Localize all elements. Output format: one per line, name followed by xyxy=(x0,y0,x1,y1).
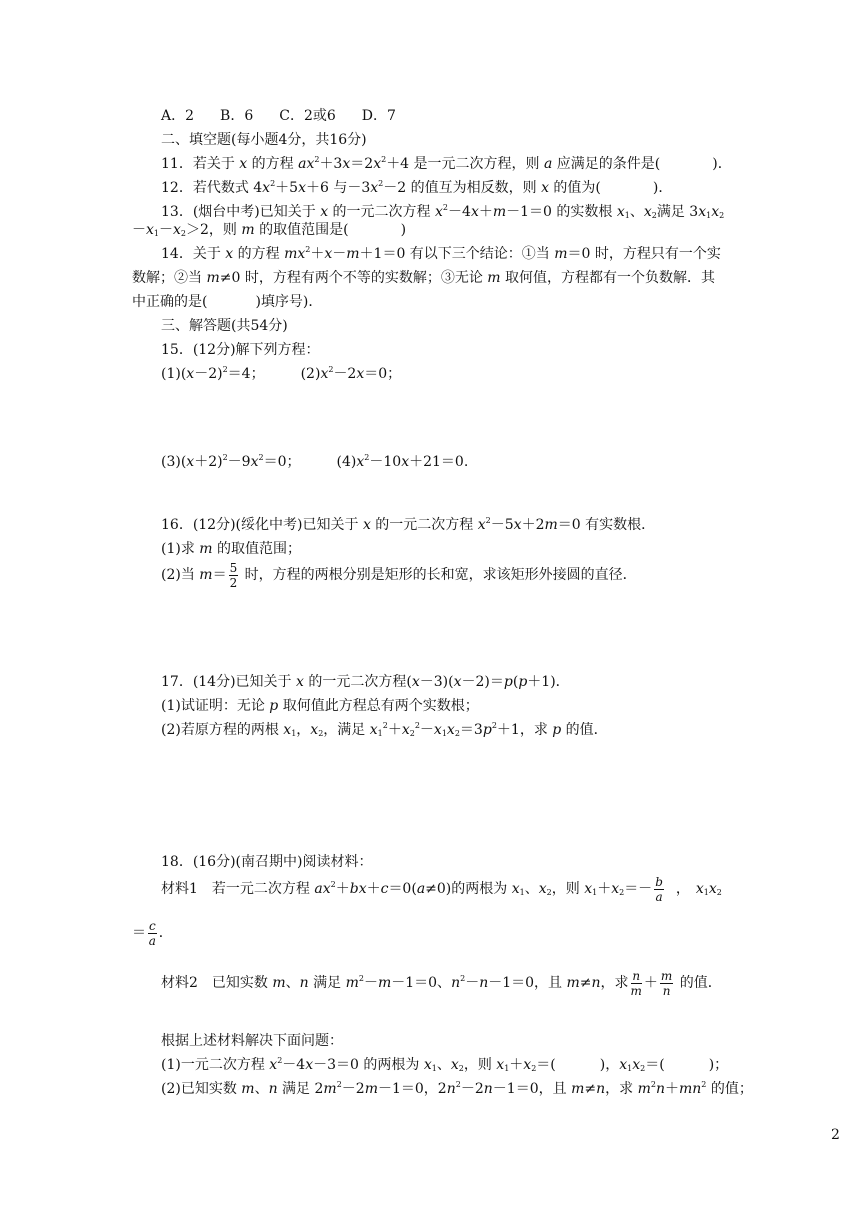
question-14-cont: 数解；②当 m≠0 时，方程有两个不等的实数解；③无论 m 取何值，方程都有一个负数解．其 xyxy=(132,270,716,286)
option-c: C．2或6 xyxy=(279,108,336,124)
fraction-b-over-a: $\frac{b}{a}$ xyxy=(655,874,663,904)
material-2: 材料2 已知实数 m、n 满足 $m^2-m-1=0$、$n^2-n-1=0$，且 m≠n，求 $\frac{n}{m}$ ＋ $\frac{m}{n}$ 的值． xyxy=(161,968,722,998)
option-d: D．7 xyxy=(361,108,396,124)
question-17: 17．(14分)已知关于 x 的一元二次方程(x－3)(x－2)＝p(p＋1)． xyxy=(161,674,570,690)
q10-options xyxy=(161,107,396,125)
question-17-part-2: (2)若原方程的两根 $x_1$，$x_2$，满足 $x_1^2+x_2^2-x_1x_2=3p^2+1$，求 p 的值． xyxy=(161,721,608,738)
question-13: 13．(烟台中考)已知关于 x 的一元二次方程 $x^2-4x+m-1=0$ 的实数根 $x_1$、$x_2$满足 $3x_1x_2$ xyxy=(161,203,725,220)
section2-title: 二、填空题(每小题4分，共16分) xyxy=(161,132,367,148)
fraction-n-over-m: $\frac{n}{m}$ xyxy=(630,968,642,998)
question-15-title: 15．(12分)解下列方程： xyxy=(161,342,320,358)
fraction: $\frac{5}{2}$ xyxy=(229,560,238,590)
fraction-c-over-a: $\frac{c}{a}$ xyxy=(148,918,156,948)
material-1-cont: ＝ $\frac{c}{a}$ ． xyxy=(132,918,173,948)
question-12: 12．若代数式 $4x^2+5x+6$ 与$-3x^2-2$ 的值互为相反数，则 x 的值为( )． xyxy=(161,179,673,196)
question-16-part-1: (1)求 m 的取值范围； xyxy=(161,541,302,557)
page-number: 2 xyxy=(831,1127,840,1143)
material-1: 材料1 若一元二次方程 $ax^2+bx+c=0(a\ne 0)$的两根为 $x_1$、$x_2$，则 $x_1+x_2=-$ $\frac{b}{a}$ ， $x_1x_2$ xyxy=(161,874,722,904)
question-11: 11．若关于 x 的方程 $ax^2+3x=2x^2+4$ 是一元二次方程，则 a 应满足的条件是( )． xyxy=(161,155,732,172)
question-18-part-2: (2)已知实数 m、n 满足 $2m^2-2m-1=0$，$2n^2-2n-1=0$，且 m≠n，求 $m^2n+mn^2$ 的值； xyxy=(161,1080,753,1097)
option-b: B．6 xyxy=(220,108,254,124)
question-14-cont2: 中正确的是( )填序号)． xyxy=(132,294,323,310)
question-18-intro: 根据上述材料解决下面问题： xyxy=(161,1033,343,1049)
question-16-part-2: (2)当 m＝ $\frac{5}{2}$ 时，方程的两根分别是矩形的长和宽，求该矩形外接圆的直径． xyxy=(161,560,637,590)
question-18-title: 18．(16分)(南召期中)阅读材料： xyxy=(161,854,373,870)
question-14: 14．关于 x 的方程 $mx^2+x-m+1=0$ 有以下三个结论：①当 m＝0 时，方程只有一个实 xyxy=(161,245,721,262)
question-16: 16．(12分)(绥化中考)已知关于 x 的一元二次方程 $x^2-5x+2m=0$ 有实数根． xyxy=(161,516,656,533)
question-13-cont: $-x_1-x_2>2$，则 m 的取值范围是( ) xyxy=(132,222,407,238)
section3-title: 三、解答题(共54分) xyxy=(161,318,288,334)
question-15-parts-1-2: $(1)(x-2)^2=4$； $(2)x^2-2x=0$； xyxy=(161,365,402,382)
option-a: A．2 xyxy=(161,108,195,124)
question-18-part-1: (1)一元二次方程 $x^2-4x-3=0$ 的两根为 $x_1$、$x_2$，则 $x_1+x_2=$( )，$x_1x_2=$( )； xyxy=(161,1056,729,1073)
question-17-part-1: (1)试证明：无论 p 取何值此方程总有两个实数根； xyxy=(161,698,479,714)
question-15-parts-3-4: $(3)(x+2)^2-9x^2=0$； $(4)x^2-10x+21=0$. xyxy=(161,453,469,470)
fraction-m-over-n: $\frac{m}{n}$ xyxy=(660,968,673,998)
